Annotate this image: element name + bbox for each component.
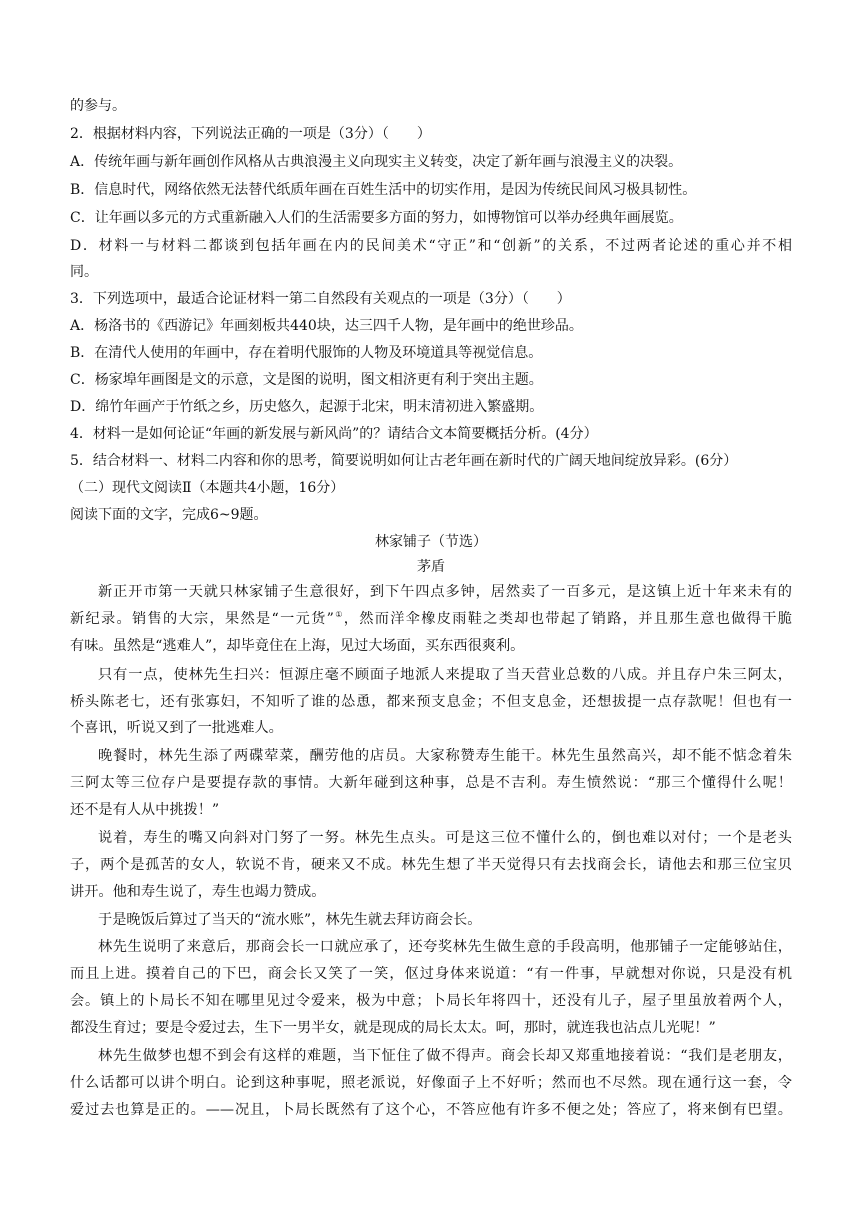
question-3: 3．下列选项中，最适合论证材料一第二自然段有关观点的一项是（3分）（ ） [70, 291, 571, 307]
question-4: 4．材料一是如何论证“年画的新发展与新风尚”的？请结合文本简要概括分析。(4分） [70, 426, 598, 442]
question-3-option-d: D．绵竹年画产于竹纸之乡，历史悠久，起源于北宋，明末清初进入繁盛期。 [70, 399, 544, 415]
paragraph-2-line-1: 只有一点，使林先生扫兴：恒源庄毫不顾面子地派人来提取了当天营业总数的八成。并且存户朱三阿太， [98, 667, 792, 683]
question-2-option-d: D．材料一与材料二都谈到包括年画在内的民间美术“守正”和“创新”的关系，不过两者论述的重心并不相 [70, 238, 792, 254]
question-2-option-a: A．传统年画与新年画创作风格从古典浪漫主义向现实主义转变，决定了新年画与浪漫主义的决裂。 [70, 154, 683, 170]
paragraph-1-line-3: 有味。虽然是“逃难人”，却毕竟住在上海，见过大场面，买东西很爽利。 [70, 638, 525, 654]
passage-title: 林家铺子（节选） [375, 534, 487, 550]
question-3-option-b: B．在清代人使用的年画中，存在着明代服饰的人物及环境道具等视觉信息。 [70, 345, 543, 361]
question-3-option-a: A．杨洛书的《西游记》年画刻板共440块，达三四千人物，是年画中的绝世珍品。 [70, 318, 583, 334]
paragraph-6-line-1: 林先生说明了来意后，那商会长一口就应承了，还夸奖林先生做生意的手段高明，他那铺子一定能够站住， [98, 939, 792, 955]
question-2-option-c: C．让年画以多元的方式重新融入人们的生活需要多方面的努力，如博物馆可以举办经典年画展览。 [70, 210, 683, 226]
passage-fragment: 的参与。 [70, 98, 126, 114]
paragraph-4-line-1: 说着，寿生的嘴又向斜对门努了一努。林先生点头。可是这三位不懂什么的，倒也难以对付；一个是老头 [98, 830, 792, 846]
paragraph-2-line-3: 个喜讯，听说又到了一批逃难人。 [70, 720, 283, 736]
paragraph-3-line-1: 晚餐时，林先生添了两碟荤菜，酬劳他的店员。大家称赞寿生能干。林先生虽然高兴，却不能不惦念着朱 [98, 748, 792, 764]
passage-author: 茅盾 [417, 559, 445, 575]
paragraph-3-line-3: 还不是有人从中挑拨！” [70, 802, 220, 818]
paragraph-4-line-2: 子，两个是孤苦的女人，软说不肯，硬来又不成。林先生想了半天觉得只有去找商会长，请他去和那三位宝贝 [70, 857, 792, 873]
section-heading: （二）现代文阅读Ⅱ（本题共4小题，16分） [70, 480, 345, 496]
paragraph-7-line-1: 林先生做梦也想不到会有这样的难题，当下怔住了做不得声。商会长却又郑重地接着说：“我们是老朋友， [98, 1048, 792, 1064]
paragraph-6-line-2: 而且上进。摸着自己的下巴，商会长又笑了一笑，伛过身体来说道：“有一件事，早就想对你说，只是没有机 [70, 966, 792, 982]
question-5: 5．结合材料一、材料二内容和你的思考，简要说明如何让古老年画在新时代的广阔天地间绽放异彩。(6分） [70, 453, 738, 469]
question-2-option-b: B．信息时代，网络依然无法替代纸质年画在百姓生活中的切实作用，是因为传统民间风习极具韧性。 [70, 182, 697, 198]
paragraph-1-line-1: 新正开市第一天就只林家铺子生意很好，到下午四点多钟，居然卖了一百多元，是这镇上近十年来未有的 [98, 584, 792, 600]
paragraph-6-line-4: 都没生育过；要是令爱过去，生下一男半女，就是现成的局长太太。呵，那时，就连我也沾点儿光呢！” [70, 1020, 716, 1036]
question-2-option-d-cont: 同。 [70, 264, 98, 280]
footnote-marker: ① [333, 610, 344, 619]
reading-instruction: 阅读下面的文字，完成6~9题。 [70, 507, 268, 523]
question-2: 2．根据材料内容，下列说法正确的一项是（3分）（ ） [70, 126, 431, 142]
paragraph-5: 于是晚饭后算过了当天的“流水账”，林先生就去拜访商会长。 [98, 912, 482, 928]
paragraph-7-line-3: 爱过去也算是正的。——况且，卜局长既然有了这个心，不答应他有许多不便之处；答应了，将来倒有巴望。 [70, 1102, 792, 1118]
question-3-option-c: C．杨家埠年画图是文的示意，文是图的说明，图文相济更有利于突出主题。 [70, 372, 543, 388]
paragraph-2-line-2: 桥头陈老七，还有张寡妇，不知听了谁的怂恿，都来预支息金；不但支息金，还想拔提一点存款呢！但也有一 [70, 694, 792, 710]
paragraph-6-line-3: 会。镇上的卜局长不知在哪里见过令爱来，极为中意；卜局长年将四十，还没有儿子，屋子里虽放着两个人， [70, 993, 792, 1009]
paragraph-7-line-2: 什么话都可以讲个明白。论到这种事呢，照老派说，好像面子上不好听；然而也不尽然。现在通行这一套，令 [70, 1075, 792, 1091]
paragraph-1-line-2: 新纪录。销售的大宗，果然是“一元货”①，然而洋伞橡皮雨鞋之类却也带起了销路，并且那生意也做得干脆 [70, 610, 792, 627]
paragraph-4-line-3: 讲开。他和寿生说了，寿生也竭力赞成。 [70, 884, 326, 900]
paragraph-3-line-2: 三阿太等三位存户是要提存款的事情。大新年碰到这种事，总是不吉利。寿生愤然说：“那三个懂得什么呢！ [70, 775, 792, 791]
